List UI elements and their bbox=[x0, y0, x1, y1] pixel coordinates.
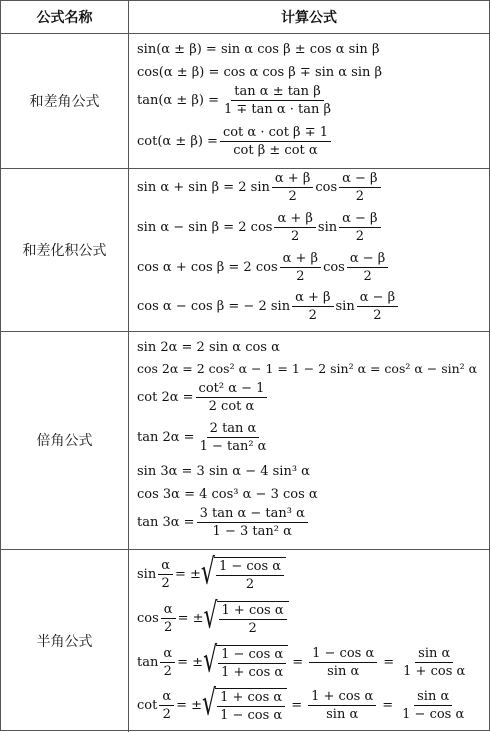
square-root bbox=[203, 641, 288, 682]
denominator: cot β ± cot α bbox=[233, 143, 318, 158]
radical-sign-icon: √ bbox=[200, 553, 215, 594]
equals: = bbox=[291, 697, 303, 713]
formula-sin-2a: sin 2α = 2 sin α cos α bbox=[137, 340, 280, 355]
numerator: α bbox=[158, 559, 173, 575]
numerator: α + β bbox=[274, 212, 315, 228]
numerator: sin α bbox=[414, 690, 452, 706]
formula-mid: sin bbox=[317, 220, 338, 235]
fraction bbox=[197, 507, 308, 538]
radicand bbox=[217, 601, 289, 635]
radical-sign-icon: √ bbox=[203, 641, 218, 682]
denominator: sin α bbox=[327, 663, 360, 679]
section-name: 半角公式 bbox=[1, 549, 129, 732]
numerator: 1 − cos α bbox=[218, 648, 286, 664]
fraction bbox=[280, 252, 321, 283]
equals: = bbox=[292, 654, 304, 670]
numerator: α + β bbox=[280, 252, 321, 268]
section-sum-to-product bbox=[1, 168, 489, 332]
numerator: 1 + cos α bbox=[308, 690, 376, 706]
formula-lhs: sin α − sin β = 2 cos bbox=[137, 220, 273, 235]
formula-cos-2a: cos 2α = 2 cos² α − 1 = 1 − 2 sin² α = cos² α − sin² α bbox=[137, 361, 478, 376]
denominator: sin α bbox=[326, 706, 359, 722]
formula-lhs: tan 2α = bbox=[137, 430, 195, 445]
radical-sign-icon: √ bbox=[203, 597, 218, 638]
formula-lhs: tan(α ± β) = bbox=[137, 93, 219, 108]
denominator: 2 bbox=[363, 269, 372, 284]
formula-lhs: sin α + sin β = 2 sin bbox=[137, 180, 270, 195]
formula-lhs: cot 2α = bbox=[137, 390, 194, 405]
denominator: 1 − 3 tan² α bbox=[212, 524, 292, 539]
formula-cos-minus-cos bbox=[137, 291, 400, 322]
formula-cos-3a: cos 3α = 4 cos³ α − 3 cos α bbox=[137, 487, 318, 502]
numerator: α bbox=[159, 690, 174, 706]
denominator: 1 ∓ tan α · tan β bbox=[223, 102, 332, 117]
fraction bbox=[217, 691, 285, 722]
fraction bbox=[220, 126, 331, 157]
fraction bbox=[399, 690, 467, 721]
plus-minus: = ± bbox=[177, 610, 204, 626]
denominator: 1 − cos α bbox=[402, 706, 465, 722]
numerator: 3 tan α − tan³ α bbox=[197, 507, 308, 523]
formula-cot-half bbox=[137, 684, 469, 725]
section-formulas bbox=[129, 331, 489, 549]
formula-lhs: cos α + cos β = 2 cos bbox=[137, 260, 278, 275]
section-name: 和差角公式 bbox=[1, 33, 129, 168]
radicand bbox=[216, 645, 288, 679]
denominator: 2 bbox=[245, 577, 255, 592]
formula-lhs: cos α − cos β = − 2 sin bbox=[137, 299, 291, 314]
fraction bbox=[161, 603, 176, 634]
formula-sin-half bbox=[137, 553, 286, 594]
square-root bbox=[202, 684, 287, 725]
function-name: cot bbox=[137, 697, 158, 713]
fraction bbox=[309, 647, 377, 678]
numerator: 1 − cos α bbox=[216, 560, 284, 576]
numerator: tan α ± tan β bbox=[231, 85, 323, 101]
formula-tan-3a bbox=[137, 507, 310, 538]
section-formulas bbox=[129, 33, 489, 168]
numerator: α − β bbox=[347, 252, 388, 268]
equals: = bbox=[382, 697, 394, 713]
formula-cos-plus-cos bbox=[137, 252, 390, 283]
numerator: α + β bbox=[292, 291, 333, 307]
denominator: 1 + cos α bbox=[403, 663, 466, 679]
fraction bbox=[221, 85, 334, 116]
function-name: sin bbox=[137, 566, 157, 582]
fraction bbox=[339, 172, 380, 203]
plus-minus: = ± bbox=[177, 654, 204, 670]
denominator: 2 bbox=[248, 621, 257, 636]
denominator: 2 bbox=[163, 663, 172, 679]
denominator: 2 bbox=[296, 269, 305, 284]
fraction bbox=[218, 648, 286, 679]
fraction bbox=[347, 252, 388, 283]
fraction bbox=[159, 690, 174, 721]
numerator: α − β bbox=[339, 212, 380, 228]
denominator: 2 bbox=[355, 229, 364, 244]
function-name: cos bbox=[137, 610, 159, 626]
square-root bbox=[203, 597, 288, 638]
fraction bbox=[158, 559, 173, 590]
numerator: 1 + cos α bbox=[217, 691, 285, 707]
fraction bbox=[216, 560, 284, 591]
formula-sin-sum: sin(α ± β) = sin α cos β ± cos α sin β bbox=[137, 42, 380, 57]
denominator: 2 bbox=[162, 706, 171, 722]
section-name: 和差化积公式 bbox=[1, 168, 129, 331]
section-double-angle bbox=[1, 331, 489, 550]
numerator: cot α · cot β ∓ 1 bbox=[220, 126, 331, 142]
numerator: 1 − cos α bbox=[309, 647, 377, 663]
formula-lhs: tan 3α = bbox=[137, 515, 195, 530]
fraction bbox=[339, 212, 380, 243]
formula-cos-half bbox=[137, 597, 289, 638]
plus-minus: = ± bbox=[176, 697, 203, 713]
formula-mid: cos bbox=[315, 180, 338, 195]
denominator: 2 bbox=[355, 189, 364, 204]
formula-cot-sum bbox=[137, 126, 333, 157]
formula-tan-half bbox=[137, 641, 470, 682]
denominator: 1 − tan² α bbox=[199, 439, 267, 454]
section-formulas bbox=[129, 549, 489, 732]
fraction bbox=[292, 291, 333, 322]
numerator: sin α bbox=[415, 647, 453, 663]
formula-lhs: cot(α ± β) = bbox=[137, 134, 218, 149]
section-sum-difference bbox=[1, 33, 489, 169]
fraction bbox=[400, 647, 468, 678]
header-name-column: 公式名称 bbox=[1, 1, 129, 33]
fraction bbox=[160, 647, 175, 678]
numerator: α − β bbox=[357, 291, 398, 307]
numerator: α bbox=[160, 647, 175, 663]
denominator: 2 cot α bbox=[208, 399, 255, 414]
fraction bbox=[308, 690, 376, 721]
radicand bbox=[215, 688, 287, 722]
formula-cot-2a bbox=[137, 382, 269, 413]
fraction bbox=[219, 604, 287, 635]
fraction bbox=[196, 382, 268, 413]
square-root bbox=[200, 553, 286, 594]
denominator: 2 bbox=[161, 575, 170, 591]
numerator: α − β bbox=[339, 172, 380, 188]
numerator: cot² α − 1 bbox=[196, 382, 268, 398]
formula-sin-3a: sin 3α = 3 sin α − 4 sin³ α bbox=[137, 464, 310, 479]
numerator: 2 tan α bbox=[207, 422, 260, 438]
section-name: 倍角公式 bbox=[1, 331, 129, 549]
denominator: 1 + cos α bbox=[221, 665, 284, 680]
denominator: 2 bbox=[164, 619, 173, 635]
denominator: 2 bbox=[373, 308, 382, 323]
formula-sin-minus-sin bbox=[137, 212, 383, 243]
formula-mid: sin bbox=[335, 299, 355, 314]
equals: = bbox=[383, 654, 395, 670]
formula-cos-sum: cos(α ± β) = cos α cos β ∓ sin α sin β bbox=[137, 65, 383, 80]
fraction bbox=[274, 212, 315, 243]
fraction bbox=[272, 172, 313, 203]
denominator: 1 − cos α bbox=[220, 708, 283, 723]
numerator: α + β bbox=[272, 172, 313, 188]
fraction bbox=[197, 422, 270, 453]
denominator: 2 bbox=[288, 189, 297, 204]
formula-sin-plus-sin bbox=[137, 172, 383, 203]
radicand bbox=[214, 557, 286, 591]
formula-mid: cos bbox=[323, 260, 345, 275]
fraction bbox=[357, 291, 398, 322]
formula-tan-2a bbox=[137, 422, 271, 453]
numerator: 1 + cos α bbox=[219, 604, 287, 620]
numerator: α bbox=[161, 603, 176, 619]
denominator: 2 bbox=[291, 229, 300, 244]
function-name: tan bbox=[137, 654, 159, 670]
section-half-angle bbox=[1, 549, 489, 732]
table-header bbox=[1, 1, 489, 34]
plus-minus: = ± bbox=[174, 566, 201, 582]
radical-sign-icon: √ bbox=[202, 684, 217, 725]
formula-tan-sum bbox=[137, 85, 336, 116]
section-formulas bbox=[129, 168, 489, 331]
header-formula-column: 计算公式 bbox=[281, 10, 337, 26]
denominator: 2 bbox=[308, 308, 317, 323]
